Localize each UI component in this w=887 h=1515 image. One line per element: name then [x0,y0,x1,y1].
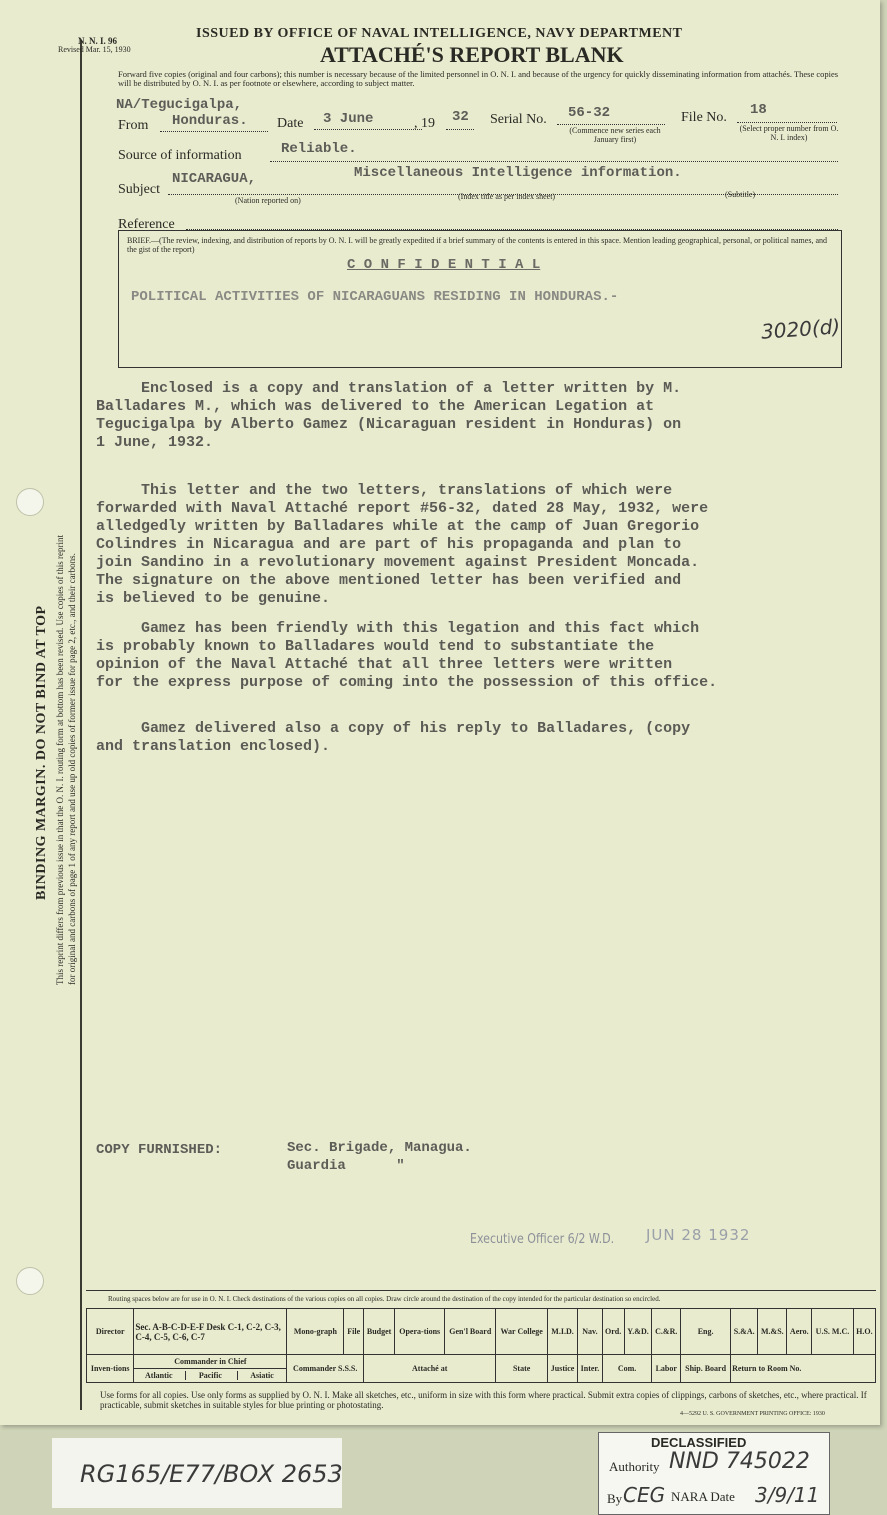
routing-cell: U.S. M.C. [812,1309,854,1355]
nation-note: (Nation reported on) [235,196,301,205]
file-note: (Select proper number from O. N. I. index) [739,124,839,142]
routing-cell: Ship. Board [681,1355,731,1383]
routing-cell: Asiatic [237,1371,287,1380]
box-label-card [52,1438,342,1508]
year-value: 32 [452,109,469,125]
source-label: Source of information [118,148,242,163]
source-value: Reliable. [281,141,357,157]
copy-furnished-line-2: Guardia " [287,1158,405,1174]
declass-date: 3/9/11 [755,1483,820,1507]
form-title: ATTACHÉ'S REPORT BLANK [320,42,624,67]
received-stamp: Executive Officer 6/2 W.D. [470,1232,615,1247]
brief-classification: C O N F I D E N T I A L [347,257,541,273]
brief-instructions: BRIEF.—(The review, indexing, and distribution of reports by O. N. I. will be greatly expedited if a brief summary of the contents is entered in this space. Mention leading geographical, personal, or political names, and the gist of the report) [127,236,827,254]
routing-cell: Inven-tions [87,1355,134,1383]
form-id: N. N. I. 96 [78,36,118,46]
routing-cell: Atlantic [145,1371,173,1380]
commander-fleets [134,1369,287,1383]
authority-label: Authority [609,1459,660,1474]
box-label: RG165/E77/BOX 2653 [80,1460,343,1488]
subject-label: Subject [118,182,160,197]
routing-cell: Com. [602,1355,652,1383]
binding-margin-line [80,40,82,1410]
routing-cell: Commander S.S.S. [287,1355,364,1383]
index-note: (Index title as per index sheet) [458,192,556,201]
serial-line [557,124,665,125]
from-value-line1: NA/Tegucigalpa, [116,97,243,113]
routing-cell: State [496,1355,548,1383]
routing-cell: Nav. [578,1309,603,1355]
file-value: 18 [750,102,767,118]
routing-cell: Eng. [681,1309,731,1355]
routing-cell: Mono-graph [287,1309,344,1355]
routing-cell: War College [496,1309,548,1355]
from-line [160,131,268,132]
routing-cell: Aero. [787,1309,812,1355]
instructions: Forward five copies (original and four carbons); this number is necessary because of the limited personnel in O. N. I. and because of the urgency for quickly disseminating information from attachés. These copies will be distributed by O. N. I. as per footnote or elsewhere, according to subject matter. [118,69,839,88]
binding-margin-text: BINDING MARGIN. DO NOT BIND AT TOP [34,605,49,900]
routing-cell: C.&R. [652,1309,681,1355]
brief-summary: POLITICAL ACTIVITIES OF NICARAGUANS RESIDING IN HONDURAS.- [131,289,619,305]
routing-cell: S.&A. [731,1309,758,1355]
routing-cell: Sec. A-B-C-D-E-F Desk C-1, C-2, C-3, C-4, C-5, C-6, C-7 [134,1309,287,1355]
routing-rule [86,1290,876,1291]
issuer-line: ISSUED BY OFFICE OF NAVAL INTELLIGENCE, NAVY DEPARTMENT [196,26,683,41]
by-label: By [607,1491,623,1506]
routing-cell-mid-circled: M.I.D. [547,1309,577,1355]
routing-cell: Budget [364,1309,395,1355]
serial-value: 56-32 [568,105,611,121]
routing-cell: Labor [652,1355,681,1383]
routing-cell: H.O. [853,1309,875,1355]
routing-row-2 [87,1355,876,1369]
declassified-heading: DECLASSIFIED [651,1435,747,1450]
routing-row-1 [87,1309,876,1355]
routing-cell: Opera-tions [395,1309,445,1355]
print-code: 4—5292 U. S. GOVERNMENT PRINTING OFFICE: 1930 [680,1411,825,1417]
routing-cell: File [344,1309,364,1355]
routing-cell: Gen'l Board [445,1309,496,1355]
subject-title: Miscellaneous Intelligence information. [354,165,682,181]
from-value-line2: Honduras. [172,113,248,129]
routing-cell: Commander in Chief [134,1355,287,1369]
subject-nation: NICARAGUA, [172,171,257,187]
serial-note: (Commence new series each January first) [569,126,661,144]
body-paragraph-3: Gamez has been friendly with this legation and this fact which is probably known to Balladares would tend to substantiate the opinion of the Naval Attaché that all three letters were written for the express purpose of coming into the possession of this office. [96,620,718,691]
serial-label: Serial No. [490,112,547,127]
brief-handwritten-number: 3020(d) [760,314,841,344]
revised-date: Revised Mar. 15, 1930 [58,45,131,54]
stamp-date: JUN 28 1932 [646,1226,751,1244]
routing-cell: Director [87,1309,134,1355]
date-line [314,129,422,130]
routing-cell: M.&S. [758,1309,787,1355]
copy-furnished-line-1: Sec. Brigade, Managua. [287,1140,472,1156]
date-label: Date [277,116,304,131]
from-label: From [118,118,149,133]
routing-cell: Ord. [602,1309,624,1355]
routing-footer: Use forms for all copies. Use only forms as supplied by O. N. I. Make all sketches, etc., uniform in size with this form where practical. Submit extra copies of clippings, carbons of sketches, etc., where practical. If practicable, submit sketches in suitable styles for blue printing or photostating. [100,1390,867,1410]
declassification-stamp [598,1432,830,1515]
brief-box [118,230,842,368]
routing-header-note: Routing spaces below are for use in O. N. I. Check destinations of the various copies on all copies. Draw circle around the destination of the copy intended for the particular destination so encircled. [108,1295,661,1303]
routing-cell: Attaché at [364,1355,496,1383]
routing-cell: Pacific [185,1371,235,1380]
binder-hole [16,1267,44,1295]
copy-furnished-label: COPY FURNISHED: [96,1142,223,1158]
nara-date-label: NARA Date [671,1489,735,1504]
routing-cell: Justice [547,1355,577,1383]
reference-label: Reference [118,217,175,232]
body-paragraph-4: Gamez delivered also a copy of his reply to Balladares, (copy and translation enclosed). [96,720,691,755]
body-paragraph-1: Enclosed is a copy and translation of a letter written by M. Balladares M., which was delivered to the American Legation at Tegucigalpa by Alberto Gamez (Nicaraguan resident in Honduras) on 1 June, 1932. [96,380,682,451]
routing-cell: Y.&D. [624,1309,652,1355]
subtitle-note: (Subtitle) [725,190,756,199]
authority-value: NND 745022 [669,1449,810,1474]
file-line [737,122,837,123]
routing-table [86,1308,876,1383]
reprint-note: This reprint differs from previous issue in that the O. N. I. routing form at bottom has been revised. Use copies of this reprint for original and carbons of page 1 of any report and use up old copies of former issue for page 2, etc., and their carbons. [55,535,77,985]
year-line [446,129,474,130]
body-paragraph-2: This letter and the two letters, translations of which were forwarded with Naval Attaché report #56-32, dated 28 May, 1932, were alledgedly written by Balladares while at the camp of Juan Gregorio Colindres in Nicaragua and are part of his propaganda and plan to join Sandino in a revolutionary movement against President Moncada. The signature on the above mentioned letter has been verified and is believed to be genuine. [96,482,709,607]
routing-cell: Inter. [578,1355,603,1383]
source-line [270,161,838,162]
date-value: 3 June [323,111,374,127]
file-label: File No. [681,110,727,125]
binder-hole [16,488,44,516]
routing-cell: Return to Room No. [731,1355,876,1383]
by-value: CEG [623,1483,666,1507]
year-prefix: , 19 [414,116,435,131]
